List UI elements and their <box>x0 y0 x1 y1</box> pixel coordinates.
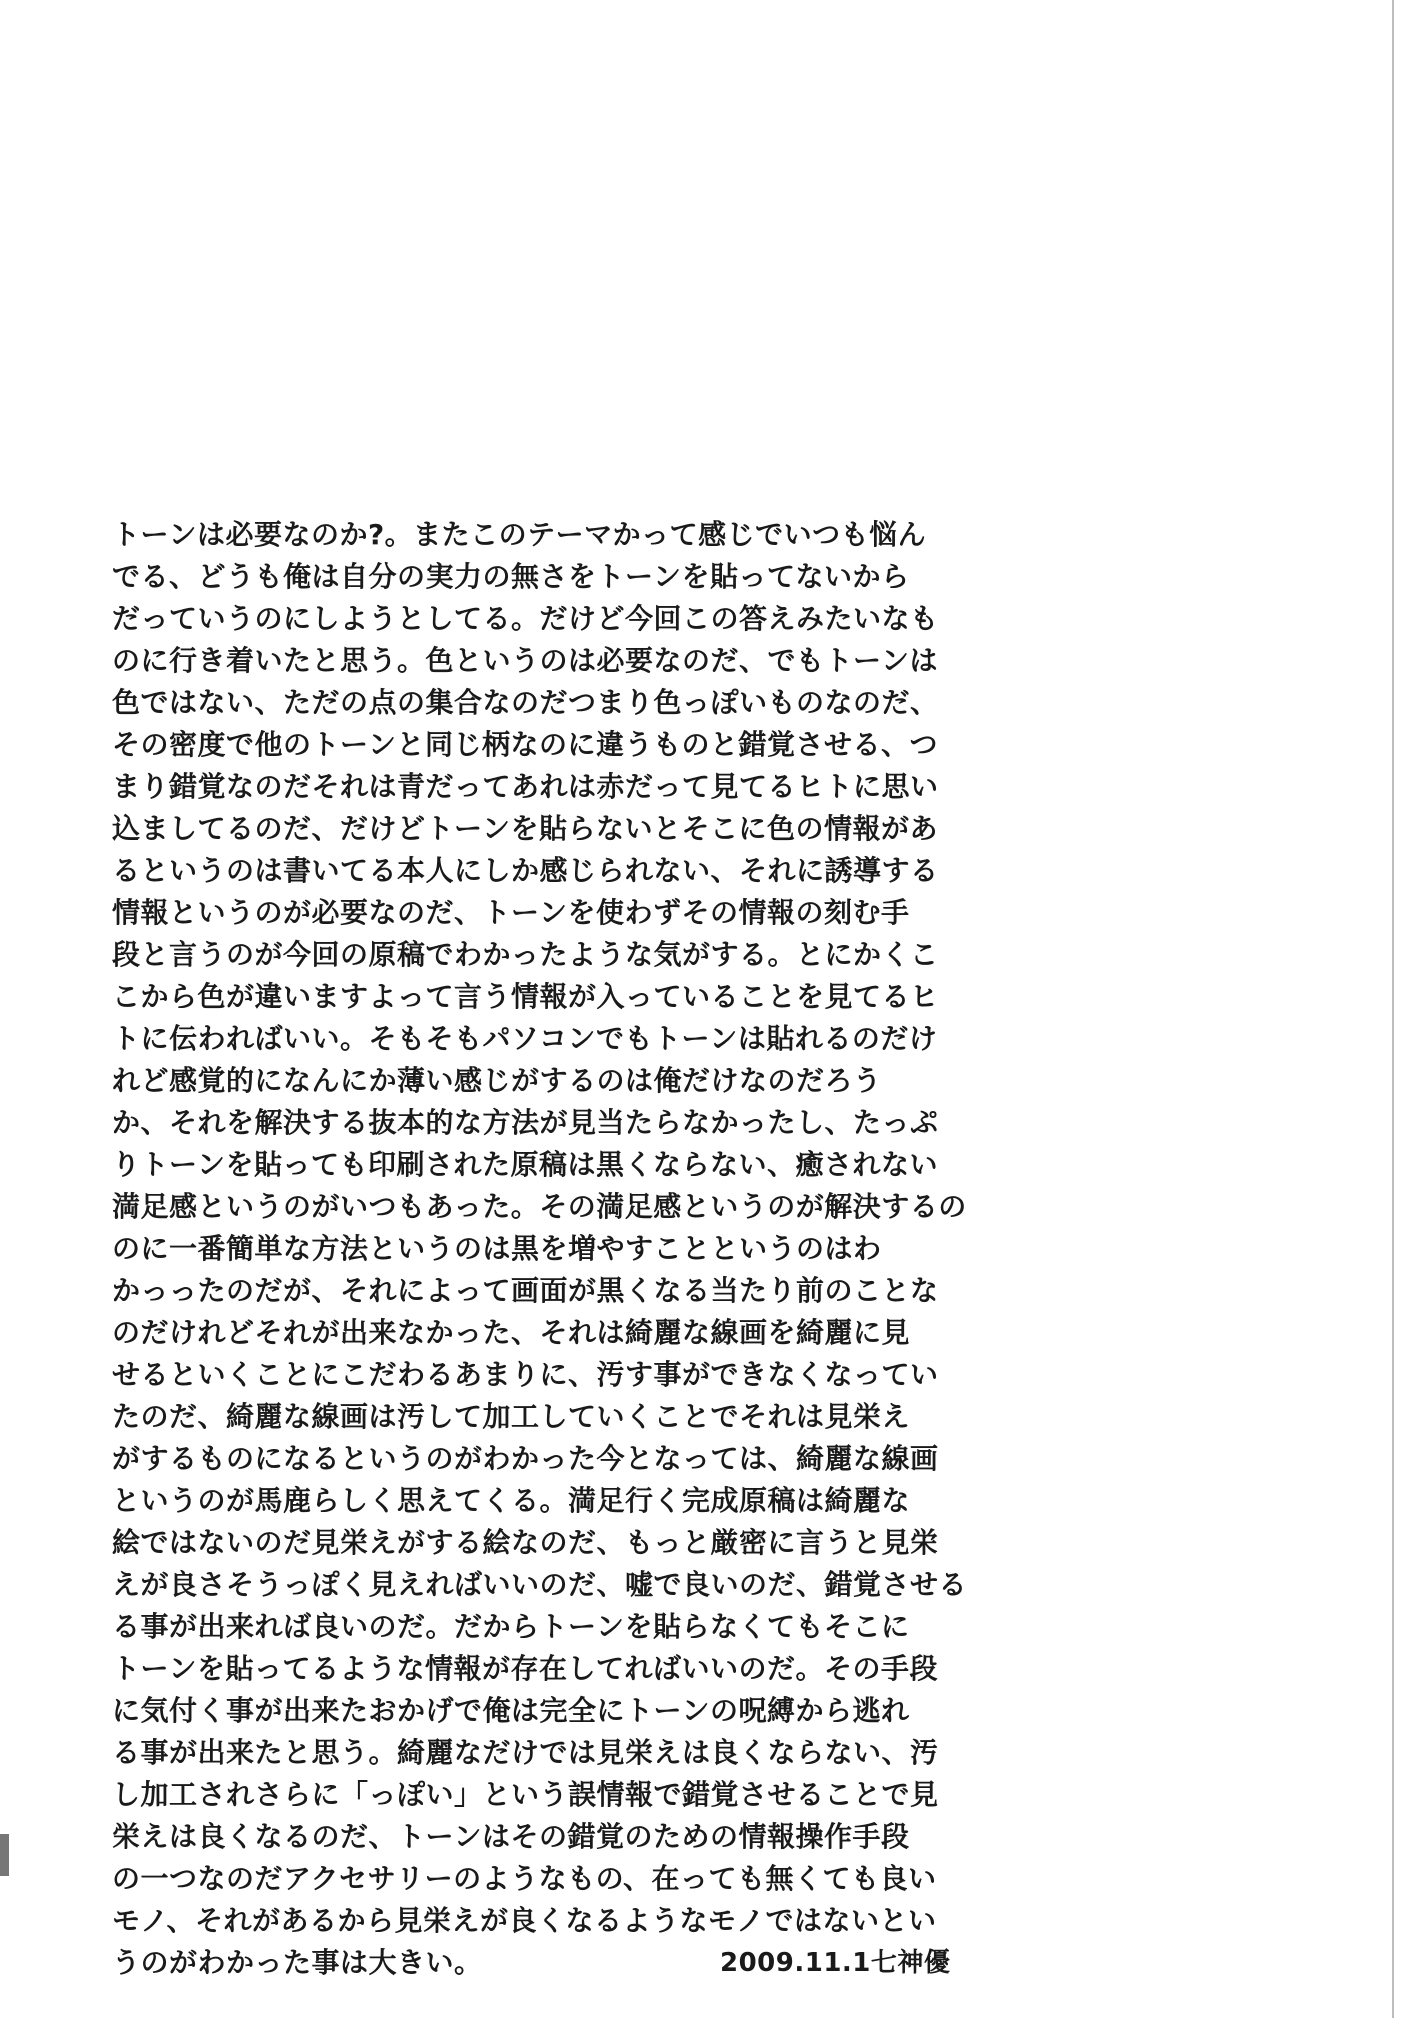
essay-line: りトーンを貼っても印刷された原稿は黒くならない、癒されない <box>112 1148 938 1181</box>
essay-last-line-row <box>112 1942 951 1984</box>
essay-line: トーンを貼ってるような情報が存在してればいいのだ。その手段 <box>112 1652 938 1685</box>
essay-text-block <box>112 514 968 1984</box>
essay-line: かっったのだが、それによって画面が黒くなる当たり前のことな <box>112 1274 939 1307</box>
essay-line: し加工されさらに「っぽい」という誤情報で錯覚させることで見 <box>112 1778 939 1811</box>
essay-line: か、それを解決する抜本的な方法が見当たらなかったし、たっぷ <box>112 1106 939 1139</box>
essay-line: その密度で他のトーンと同じ柄なのに違うものと錯覚させる、つ <box>112 728 938 761</box>
essay-line: のに一番簡単な方法というのは黒を増やすことというのはわ <box>112 1232 882 1265</box>
essay-line: だっていうのにしようとしてる。だけど今回この答えみたいなも <box>112 602 939 635</box>
essay-line: たのだ、綺麗な線画は汚して加工していくことでそれは見栄え <box>112 1400 911 1433</box>
essay-line: モノ、それがあるから見栄えが良くなるようなモノではないとい <box>112 1904 937 1937</box>
essay-line: るというのは書いてる本人にしか感じられない、それに誘導する <box>112 854 939 887</box>
essay-last-line: うのがわかった事は大きい。 <box>112 1946 483 1979</box>
essay-line: 段と言うのが今回の原稿でわかったような気がする。とにかくこ <box>112 938 939 971</box>
essay-line: トーンは必要なのか?。またこのテーマかって感じでいつも悩ん <box>112 518 927 551</box>
essay-line: 情報というのが必要なのだ、トーンを使わずその情報の刻む手 <box>112 896 910 929</box>
essay-line: というのが馬鹿らしく思えてくる。満足行く完成原稿は綺麗な <box>112 1484 911 1517</box>
essay-line: 込ましてるのだ、だけどトーンを貼らないとそこに色の情報があ <box>112 812 938 845</box>
signature-date-author: 2009.11.1七神優 <box>720 1948 951 1978</box>
essay-line: 色ではない、ただの点の集合なのだつまり色っぽいものなのだ、 <box>112 686 939 719</box>
page-edge-shadow <box>1392 0 1394 2018</box>
essay-line: えが良さそうっぽく見えればいいのだ、嘘で良いのだ、錯覚させる <box>112 1568 968 1601</box>
essay-line: のだけれどそれが出来なかった、それは綺麗な線画を綺麗に見 <box>112 1316 911 1349</box>
essay-line: まり錯覚なのだそれは青だってあれは赤だって見てるヒトに思い <box>112 770 939 803</box>
essay-line: る事が出来れば良いのだ。だからトーンを貼らなくてもそこに <box>112 1610 910 1643</box>
essay-line: こから色が違いますよって言う情報が入っていることを見てるヒ <box>112 980 939 1013</box>
essay-line: に気付く事が出来たおかげで俺は完全にトーンの呪縛から逃れ <box>112 1694 910 1727</box>
essay-line: れど感覚的になんにか薄い感じがするのは俺だけなのだろう <box>112 1064 882 1097</box>
essay-line: トに伝わればいい。そもそもパソコンでもトーンは貼れるのだけ <box>112 1022 938 1055</box>
essay-line: の一つなのだアクセサリーのようなもの、在っても無くても良い <box>112 1862 937 1895</box>
essay-line: 絵ではないのだ見栄えがする絵なのだ、もっと厳密に言うと見栄 <box>112 1526 939 1559</box>
essay-line: のに行き着いたと思う。色というのは必要なのだ、でもトーンは <box>112 644 938 677</box>
essay-line: がするものになるというのがわかった今となっては、綺麗な線画 <box>112 1442 939 1475</box>
essay-line: 栄えは良くなるのだ、トーンはその錯覚のための情報操作手段 <box>112 1820 910 1853</box>
binding-mark <box>0 1834 9 1876</box>
essay-line: でる、どうも俺は自分の実力の無さをトーンを貼ってないから <box>112 560 910 593</box>
essay-line: 満足感というのがいつもあった。その満足感というのが解決するの <box>112 1190 967 1223</box>
essay-line: る事が出来たと思う。綺麗なだけでは見栄えは良くならない、汚 <box>112 1736 939 1769</box>
essay-line: せるといくことにこだわるあまりに、汚す事ができなくなってい <box>112 1358 939 1391</box>
